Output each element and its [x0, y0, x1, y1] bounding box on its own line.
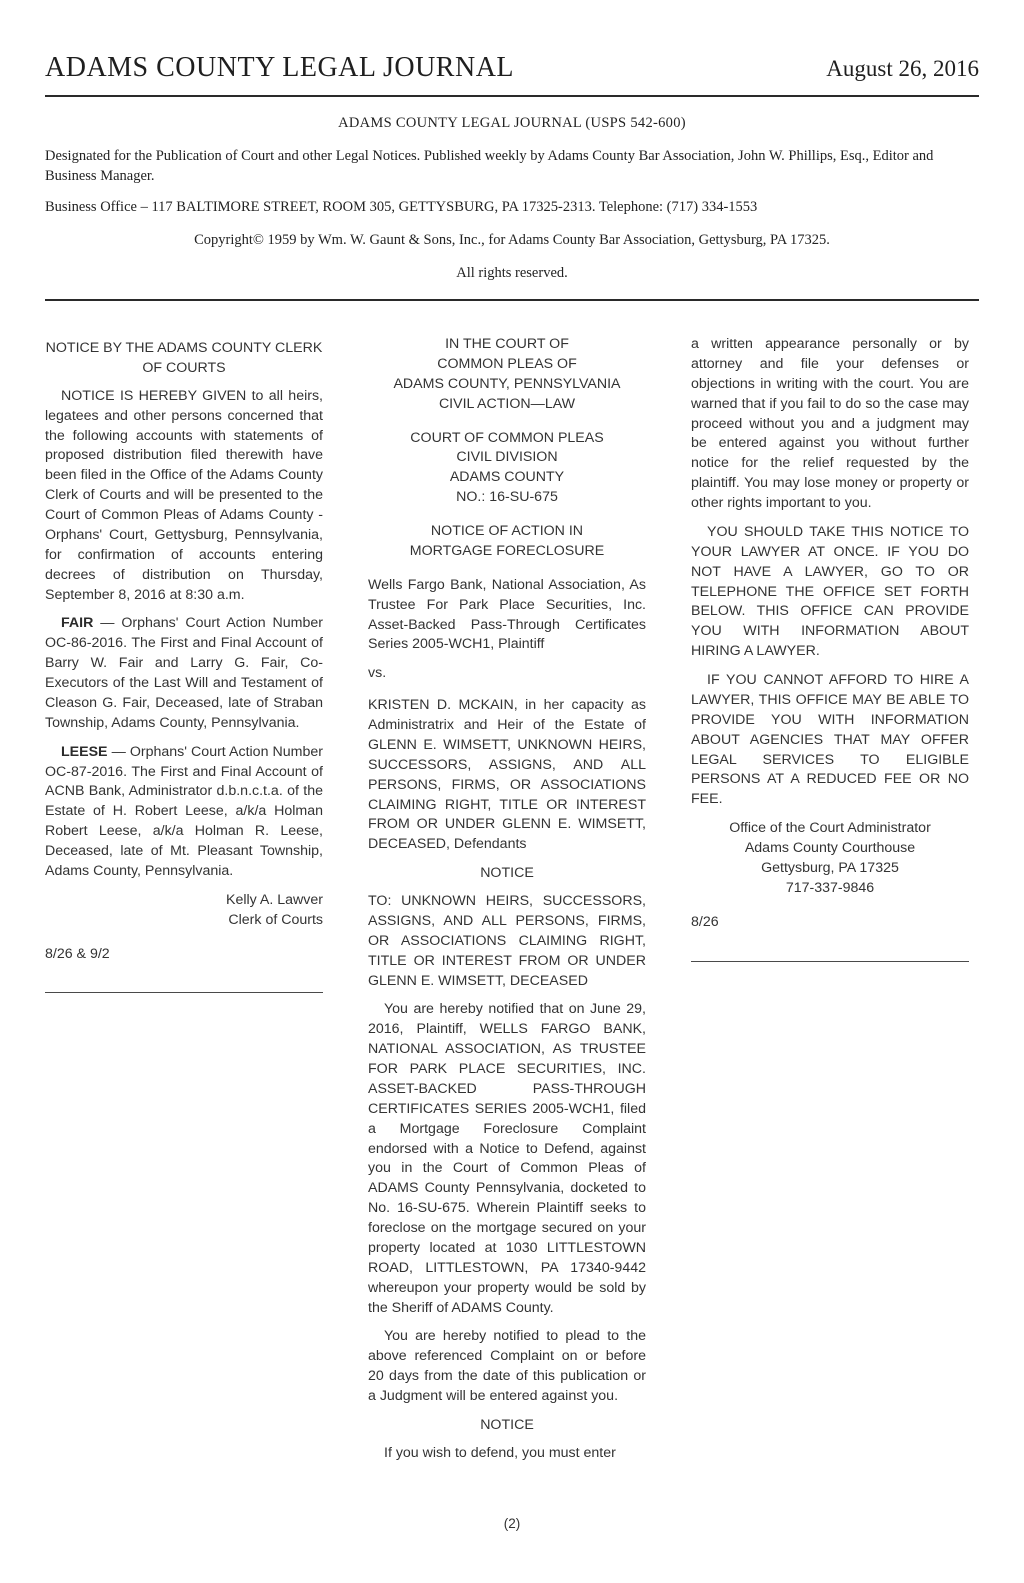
notice-end-rule: [45, 992, 323, 993]
page-footer: [0, 1516, 1024, 1531]
masthead-business-office: Business Office – 117 BALTIMORE STREET, ROOM 305, GETTYSBURG, PA 17325-2313. Telephone: (717) 334-1553: [45, 199, 758, 215]
notice-heading-2: NOTICE: [480, 1416, 534, 1433]
versus-label: vs.: [368, 665, 387, 682]
masthead-title: ADAMS COUNTY LEGAL JOURNAL (USPS 542-600): [338, 115, 686, 131]
page-number: (2): [503, 1516, 521, 1531]
legal-aid-notice: IF YOU CANNOT AFFORD TO HIRE A LAWYER, THIS OFFICE MAY BE ABLE TO PROVIDE YOU WITH INFORMATION ABOUT AGENCIES THAT MAY OFFER LEGAL SERVICES TO ELIGIBLE PERSONS AT A REDUCED FEE OR NO FEE.: [691, 672, 969, 808]
column-2: [368, 335, 646, 1473]
docket-caption-line: COURT OF COMMON PLEAS: [410, 429, 604, 446]
estate-entry-fair: FAIR — Orphans' Court Action Number OC-86-2016. The First and Final Account of Barry W. Fair and Larry G. Fair, Co-Executors of the Last Will and Testament of Cleason G. Fair, Deceased, late of Straban Township, Adams County, Pennsylvania.: [45, 615, 323, 731]
court-administrator-address: [691, 819, 969, 899]
columns: [45, 335, 979, 1473]
journal-title: ADAMS COUNTY LEGAL JOURNAL: [45, 52, 515, 83]
court-administrator-address-line: Office of the Court Administrator: [729, 820, 931, 837]
masthead-designation: Designated for the Publication of Court and other Legal Notices. Published weekly by Adams County Bar Association, John W. Phillips, Esq., Editor and Business Manager.: [45, 148, 934, 184]
docket-caption-line: NO.: 16-SU-675: [456, 489, 558, 506]
court-administrator-address-line: Gettysburg, PA 17325: [761, 859, 899, 876]
defend-instruction-continued: a written appearance personally or by attorney and file your defenses or objections in writing with the court. You are warned that if you fail to do so the case may proceed without you and a judgment may be entered against you without further notice for the relief requested by the plaintiff. You may lose money or property or other rights important to you.: [691, 336, 969, 511]
masthead-rights: All rights reserved.: [456, 265, 568, 281]
defend-instruction-start: If you wish to defend, you must enter: [384, 1444, 616, 1461]
masthead-rule: [45, 299, 979, 301]
court-administrator-address-line: Adams County Courthouse: [744, 840, 916, 856]
estate-entry-fair-lead: FAIR: [61, 615, 94, 632]
action-title-line: MORTGAGE FORECLOSURE: [409, 542, 605, 559]
court-caption-line: COMMON PLEAS OF: [437, 355, 577, 372]
notice-addressees: TO: UNKNOWN HEIRS, SUCCESSORS, ASSIGNS, AND ALL PERSONS, FIRMS, OR ASSOCIATIONS CLAIMING RIGHT, TITLE OR INTEREST FROM OR UNDER GLENN E. WIMSETT, DECEASED: [368, 893, 646, 989]
docket-caption-line: ADAMS COUNTY: [449, 469, 565, 486]
publication-dates: 8/26 & 9/2: [45, 945, 110, 962]
action-title: [368, 522, 646, 562]
header-rule: [45, 95, 979, 97]
clerk-notice-paragraph: NOTICE IS HEREBY GIVEN to all heirs, legatees and other persons concerned that the following accounts with statements of proposed distribution filed therewith have been filed in the Office of the Adams County Clerk of Courts and will be presented to the Court of Common Pleas of Adams County - Orphans' Court, Gettysburg, Pennsylvania, for confirmation of accounts entering decrees of distribution on Thursday, September 8, 2016 at 8:30 a.m.: [45, 387, 323, 603]
plead-notification: You are hereby notified to plead to the above referenced Complaint on or before 20 days from the date of this publication or a Judgment will be entered against you.: [368, 1328, 646, 1404]
notice-heading-1: NOTICE: [480, 865, 534, 882]
publication-date: 8/26: [691, 913, 719, 930]
column-1: [45, 335, 323, 1473]
court-caption-line: CIVIL ACTION—LAW: [438, 395, 576, 412]
clerk-of-courts-notice-heading: NOTICE BY THE ADAMS COUNTY CLERK OF COURTS: [45, 340, 323, 376]
court-administrator-address-line: 717-337-9846: [785, 879, 875, 896]
court-caption-line: IN THE COURT OF: [445, 336, 569, 352]
masthead: [45, 113, 979, 283]
action-title-line: NOTICE OF ACTION IN: [430, 523, 584, 539]
foreclosure-notification: You are hereby notified that on June 29, 2016, Plaintiff, WELLS FARGO BANK, NATIONAL ASSOCIATION, AS TRUSTEE FOR PARK PLACE SECURITIES, INC. ASSET-BACKED PASS-THROUGH CERTIFICATES SERIES 2005-WCH1, filed a Mortgage Foreclosure Complaint endorsed with a Notice to Defend, against you in the Court of Common Pleas of ADAMS County Pennsylvania, docketed to No. 16-SU-675. Wherein Plaintiff seeks to foreclose on the mortgage secured on your property located at 1030 LITTLESTOWN ROAD, LITTLESTOWN, PA 17340-9442 whereupon your property would be sold by the Sheriff of ADAMS County.: [368, 1001, 646, 1316]
issue-date: August 26, 2016: [826, 56, 979, 81]
plaintiff-caption: Wells Fargo Bank, National Association, As Trustee For Park Place Securities, Inc. Asset-Backed Pass-Through Certificates Series 2005-WCH1, Plaintiff: [368, 576, 646, 653]
estate-entry-leese-lead: LEESE: [61, 743, 108, 760]
estate-entry-leese: LEESE — Orphans' Court Action Number OC-87-2016. The First and Final Account of ACNB Bank, Administrator d.b.n.c.t.a. of the Estate of H. Robert Leese, a/k/a Holman Robert Leese, a/k/a Holman R. Leese, Deceased, late of Mt. Pleasant Township, Adams County, Pennsylvania.: [45, 743, 323, 879]
court-caption-line: ADAMS COUNTY, PENNSYLVANIA: [393, 375, 621, 392]
defendants-caption: KRISTEN D. MCKAIN, in her capacity as Administratrix and Heir of the Estate of GLENN E. WIMSETT, UNKNOWN HEIRS, SUCCESSORS, ASSIGNS, AND ALL PERSONS, FIRMS, OR ASSOCIATIONS CLAIMING RIGHT, TITLE OR INTEREST FROM OR UNDER GLENN E. WIMSETT, DECEASED, Defendants: [368, 697, 646, 853]
docket-caption-line: CIVIL DIVISION: [456, 449, 558, 466]
masthead-copyright: Copyright© 1959 by Wm. W. Gaunt & Sons, Inc., for Adams County Bar Association, Gettysburg, PA 17325.: [194, 232, 830, 248]
clerk-signature-line: Kelly A. Lawver: [226, 891, 323, 908]
page-header: [45, 0, 979, 84]
court-caption: [368, 335, 646, 415]
clerk-signature-line: Clerk of Courts: [228, 911, 323, 928]
lawyer-warning: YOU SHOULD TAKE THIS NOTICE TO YOUR LAWYER AT ONCE. IF YOU DO NOT HAVE A LAWYER, GO TO OR TELEPHONE THE OFFICE SET FORTH BELOW. THIS OFFICE CAN PROVIDE YOU WITH INFORMATION ABOUT HIRING A LAWYER.: [691, 523, 969, 660]
column-3: [691, 335, 969, 1473]
notice-end-rule: [691, 961, 969, 962]
docket-caption: [368, 429, 646, 509]
clerk-signature: [45, 891, 323, 931]
